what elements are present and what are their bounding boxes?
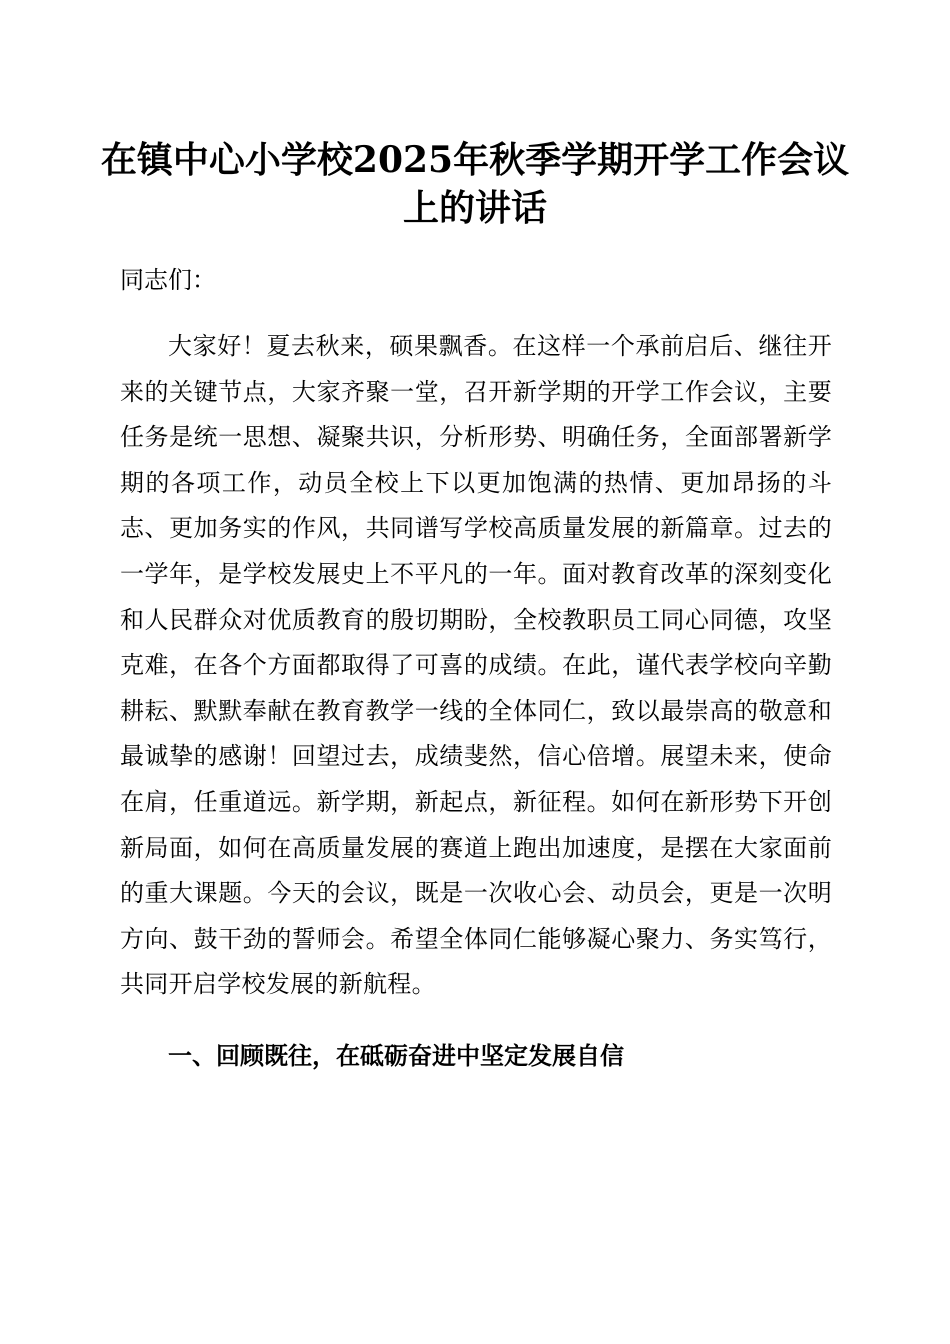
section-heading: 一、回顾既往，在砥砺奋进中坚定发展自信 [168,1042,624,1070]
document-title: 在镇中心小学校2025年秋季学期开学工作会议上的讲话 [100,139,850,229]
body-paragraph: 大家好！夏去秋来，硕果飘香。在这样一个承前启后、继往开来的关键节点，大家齐聚一堂，召开新学期的开学工作会议，主要任务是统一思想、凝聚共识，分析形势、明确任务，全面部署新学期的各项工作，动员全校上下以更加饱满的热情、更加昂扬的斗志、更加务实的作风，共同谱写学校高质量发展的新篇章。过去的一学年，是学校发展史上不平凡的一年。面对教育改革的深刻变化和人民群众对优质教育的殷切期盼，全校教职员工同心同德，攻坚克难，在各个方面都取得了可喜的成绩。在此，谨代表学校向辛勤耕耘、默默奉献在教育教学一线的全体同仁，致以最崇高的敬意和最诚挚的感谢！回望过去，成绩斐然，信心倍增。展望未来，使命在肩，任重道远。新学期，新起点，新征程。如何在新形势下开创新局面，如何在高质量发展的赛道上跑出加速度，是摆在大家面前的重大课题。今天的会议，既是一次收心会、动员会，更是一次明方向、鼓干劲的誓师会。希望全体同仁能够凝心聚力、务实笃行，共同开启学校发展的新航程。 [120,332,832,999]
greeting: 同志们： [120,266,216,294]
